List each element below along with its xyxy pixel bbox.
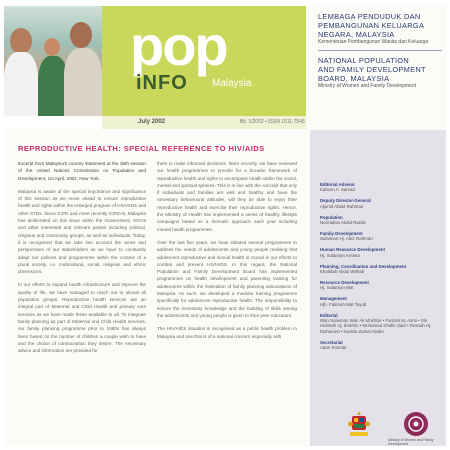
publisher-english-line-3: BOARD, MALAYSIA [318,74,390,83]
board-role: Planning, Coordination and Development [320,263,407,269]
publisher-malay-line-2: PEMBANGUNAN KELUARGA [318,21,425,30]
board-entry [320,280,438,291]
board-entry [320,296,438,307]
board-role: Family Development [320,230,363,236]
editorial-sidebar [310,130,446,446]
board-name: Khalidah Abdul Wahab [320,268,365,274]
article-column-left [18,160,146,444]
board-role: Population [320,214,343,220]
publisher-malay-line-1: LEMBAGA PENDUDUK DAN [318,12,421,21]
publisher-block [318,12,442,126]
newsletter-title: pop [130,14,227,77]
publisher-english-line-2: AND FAMILY DEVELOPMENT [318,65,426,74]
board-name: Normalisa Abdul Razak [320,220,366,226]
board-name: Kalsom A. Samad [320,187,355,193]
board-entry [320,340,438,351]
board-entry [320,182,438,193]
issue-bar [102,116,306,129]
article-paragraph: Over the last five years, we have initiated several programmes to address the needs of adolescents and young people realising that adolescent reproductive and sexual health is crucial in our efforts to combat and prevent HIV/AIDS. In this regard, the National Population and Family Development Board has implemented programmes on health development and parenting training for adolescents within the federation of family planning associations of Malaysia. As such, we developed a modular training programme specifically for adolescent reproductive health. The responsibility to ensure the necessary knowledge and the building of skills among the adolescents and young people is given to their peer educators. [157,239,297,318]
board-role: Editorial [320,312,338,318]
article-paragraph: The HIV/AIDS situation is recognised as a public health problem in Malaysia and one that is of a national concern especially with [157,326,297,339]
malaysia-crest-icon [348,410,370,438]
article-paragraph: Malaysia is aware of the special importance and significance of this session as we move ahead to ensure reproductive health and rights within the enlarged program of HIV/AIDS and other STDs. Since ICPD and more recently ICPD+5, Malaysia has deliberated on this issue within the Government, NGOs and other interested and relevant parties including political, religious and community groups, as well as individuals. Today, it is recognised that we take into account the views and perspectives of our stakeholders as we have to constantly adapt our policies and programmes within the context of a plural society, i.e. multicultural, social, religious and ethnic dimensions. [18,188,146,275]
board-name: Hj. Sulaiman Mat [320,285,354,291]
publisher-malay-ministry: Kementerian Pembangunan Wanita dan Keluarga [318,39,429,45]
board-role: Resource Development [320,279,369,285]
issue-date: July 2002 [138,119,166,125]
article-lead: Excerpt from Malaysia's country statement at the 35th session of the United Nations Commission on Population and Development, 1st April, 2002, New York. [18,161,146,181]
newsletter-subtitle: iNFO [136,72,188,94]
cover-photo [4,6,102,116]
newsletter-page [4,6,446,446]
board-role: Management [320,296,347,302]
article-heading: REPRODUCTIVE HEALTH: SPECIAL REFERENCE TO HIV/AIDS [18,144,265,153]
board-name: Wan Sulaiman Wan Ali Mokhtar • Farizah M. Azmi • Siti Halimah Hj. Ibrahim • Muhamad Shafie Said • Rosnah Hj. Mohamed • Norlela Zainal Abidin [320,317,432,334]
publisher-english-line-1: NATIONAL POPULATION [318,56,409,65]
board-entry [320,198,438,209]
masthead [4,6,306,129]
board-role: Human Resource Development [320,247,385,253]
issue-volume: Bil. 1/2002 • ISSN 1511-7545 [240,119,305,125]
board-role: Secretariat [320,339,343,345]
board-entry [320,313,438,335]
board-entry [320,231,438,242]
ministry-logo-icon [404,412,428,436]
board-name: Hj. Sulaiman Kelana [320,252,360,258]
publisher-malay-line-3: NEGARA, MALAYSIA [318,30,395,39]
article-column-middle [157,160,297,444]
board-name: Aljunid Abdul Rahman [320,203,364,209]
board-name: Sulaiman Hj. Abd. Rahman [320,236,373,242]
newsletter-country: Malaysia [212,78,252,89]
board-role: Editorial Advisor [320,182,355,187]
board-entry [320,264,438,275]
board-name: Hjh. Fatimah Mat Tayub [320,301,367,307]
article-paragraph: them to make informed decisions. More recently, we have reviewed our health programmes to provide for a broader framework of reproductive health and rights to encompass health within the social, mental and spiritual spheres. This is in line with the concept that only if individuals and families are well and healthy and have the necessary behavioural attitudes, will they be able to enjoy their reproductive health and exercise their reproductive rights. Hence, the Ministry of Health has implemented a series of healthy lifestyle campaigns based on a thematic approach each year including mental health programmes. [157,161,297,232]
board-name: Adan Rosnita [320,345,347,351]
masthead-brand [102,6,306,116]
board-entry [320,247,438,258]
article-paragraph: In our efforts to expand health infrastructure and improve the quality of life, we have managed to reach out to almost all population groups. Reproductive health services are an integral part of Maternal and Child Health and primary care services as we have made these available to all. To integrate family planning as part of Maternal and Child Health services, our family planning programme prior to 1980s has always been based on the number of children a couple wish to have and the choice of contraception they desire. The necessary advice and information are provided for [18,282,146,354]
board-role: Deputy Director-General [320,198,371,204]
ministry-logo-caption: Ministry of Women and Family Development [388,438,434,446]
publisher-divider [318,50,442,51]
publisher-english-ministry: Ministry of Women and Family Development [318,83,416,89]
board-entry [320,215,438,226]
editorial-board-list [320,182,438,356]
